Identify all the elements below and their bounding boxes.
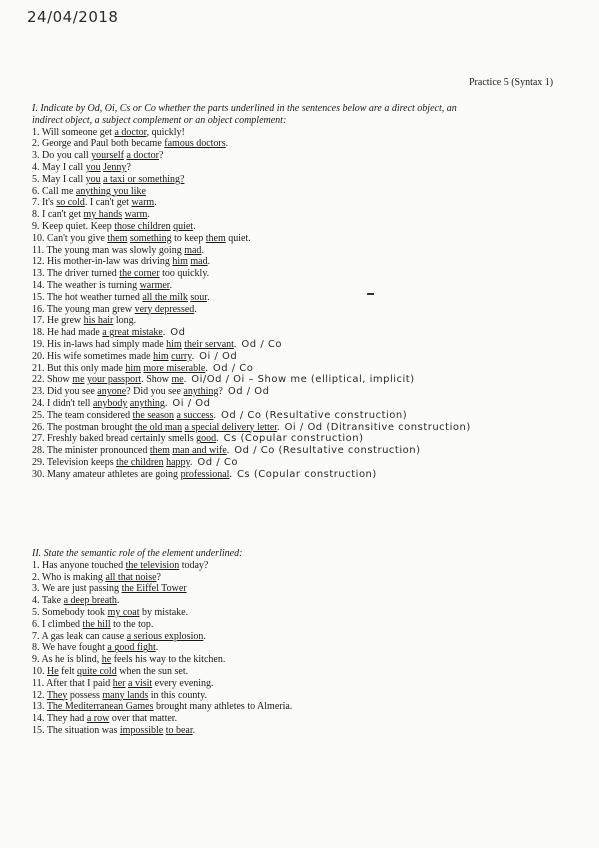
exercise-item: 2. Who is making all that noise?	[32, 571, 161, 583]
underlined-element: them	[205, 232, 226, 244]
underlined-element: those children	[114, 220, 171, 232]
exercise-item: 29. Television keeps the children happy. Od / Co	[32, 456, 238, 468]
exercise-item: 19. His in-laws had simply made him their servant. Od / Co	[32, 338, 282, 350]
exercise-item: 9. As he is blind, he feels his way to the kitchen.	[32, 654, 226, 666]
underlined-element: their servant	[184, 338, 234, 350]
underlined-element: professional	[180, 468, 230, 480]
handwritten-answer: Od / Co (Resultative construction)	[220, 409, 408, 421]
exercise-item: 12. They possess many lands in this county.	[32, 689, 208, 701]
underlined-element: a doctor	[126, 150, 159, 162]
underlined-element: a row	[86, 713, 110, 725]
handwritten-answer: Cs (Copular construction)	[223, 433, 364, 445]
handwritten-answer: Oi / Od	[199, 350, 238, 362]
underlined-element: me	[171, 374, 184, 386]
underlined-element: them	[149, 445, 170, 457]
handwritten-answer: Cs (Copular construction)	[236, 468, 377, 480]
underlined-element: me	[72, 374, 85, 386]
practice-title: Practice 5 (Syntax 1)	[469, 77, 554, 88]
underlined-element: a special delivery letter	[184, 421, 278, 433]
underlined-element: so cold	[56, 197, 85, 209]
underlined-element: something	[129, 232, 172, 244]
underlined-element: mad	[190, 256, 208, 268]
exercise-item: 13. The driver turned the corner too quickly.	[32, 268, 210, 280]
handwritten-answer: Oi / Od	[172, 397, 211, 409]
underlined-element: more miserable	[143, 362, 206, 374]
handwritten-answer: Od / Co	[197, 456, 238, 468]
underlined-element: The Mediterranean Games	[46, 701, 154, 713]
handwritten-answer: Od / Co	[212, 362, 254, 374]
exercise-item: 1. Will someone get a doctor, quickly!	[32, 126, 185, 138]
underlined-element: the season	[132, 409, 175, 421]
exercise-item: 5. May I call you a taxi or something?	[32, 173, 185, 185]
handwritten-answer: Od	[170, 327, 186, 339]
underlined-element: mad	[184, 244, 202, 256]
underlined-element: quite cold	[77, 665, 117, 677]
exercise-item: 30. Many amateur athletes are going professional. Cs (Copular construction)	[32, 468, 377, 480]
underlined-element: a doctor	[114, 126, 147, 138]
underlined-element: the television	[125, 559, 180, 571]
underlined-element: anything you like	[75, 185, 146, 197]
exercise-item: 26. The postman brought the old man a special delivery letter. Oi / Od (Ditransitive construction)	[32, 421, 471, 433]
exercise-item: 1. Has anyone touched the television today?	[32, 559, 209, 571]
underlined-element: to bear	[165, 724, 193, 736]
underlined-element: him	[172, 256, 188, 268]
instruction-line: indirect object, a subject complement or an object complement:	[32, 114, 287, 126]
underlined-element: anyone	[97, 386, 127, 398]
exercise-item: 4. Take a deep breath.	[32, 595, 120, 607]
underlined-element: the Eiffel Tower	[121, 583, 187, 595]
underlined-element: yourself	[91, 150, 124, 162]
section-1-instruction	[32, 103, 587, 127]
handwritten-answer: Od / Co (Resultative construction)	[234, 445, 421, 457]
exercise-item: 2. George and Paul both became famous doctors.	[32, 138, 229, 150]
exercise-item: 13. The Mediterranean Games brought many athletes to Almeria.	[32, 701, 293, 713]
underlined-element: the children	[116, 456, 164, 468]
exercise-item: 5. Somebody took my coat by mistake.	[32, 606, 189, 618]
underlined-element: quiet	[173, 220, 194, 232]
underlined-element: him	[166, 338, 182, 350]
underlined-element: the corner	[119, 268, 160, 280]
exercise-item: 22. Show me your passport. Show me. Oi/Od / Oi – Show me (elliptical, implicit)	[32, 374, 415, 386]
exercise-item: 10. He felt quite cold when the sun set.	[32, 665, 189, 677]
underlined-element: a serious explosion	[126, 630, 204, 642]
exercise-item: 8. I can't get my hands warm.	[32, 209, 150, 221]
underlined-element: They	[46, 689, 68, 701]
exercise-item: 4. May I call you Jenny?	[32, 161, 131, 173]
handwritten-answer: Oi/Od / Oi – Show me (elliptical, implicit)	[191, 374, 415, 386]
underlined-element: you	[85, 161, 101, 173]
underlined-element: many lands	[102, 689, 149, 701]
exercise-item: 11. The young man was slowly going mad.	[32, 244, 204, 256]
exercise-item: 6. Call me anything you like	[32, 185, 146, 197]
exercise-item: 25. The team considered the season a success. Od / Co (Resultative construction)	[32, 409, 408, 421]
section-2	[32, 548, 587, 737]
underlined-element: warm	[131, 197, 155, 209]
exercise-item: 3. We are just passing the Eiffel Tower	[32, 583, 187, 595]
section-1	[32, 103, 587, 481]
underlined-element: all the milk	[142, 291, 188, 303]
underlined-element: anything	[183, 386, 219, 398]
exercise-item: 20. His wife sometimes made him curry. Oi / Od	[32, 350, 238, 362]
underlined-element: a taxi or something?	[103, 173, 185, 185]
underlined-element: my coat	[107, 606, 140, 618]
exercise-item: 17. He grew his hair long.	[32, 315, 137, 327]
underlined-element: them	[107, 232, 128, 244]
underlined-element: impossible	[119, 724, 164, 736]
underlined-element: he	[101, 654, 112, 666]
exercise-item: 15. The situation was impossible to bear.	[32, 724, 196, 736]
underlined-element: man and wife	[172, 445, 227, 457]
underlined-element: her	[112, 677, 126, 689]
underlined-element: a visit	[128, 677, 153, 689]
underlined-element: the hill	[82, 618, 111, 630]
exercise-item: 11. After that I paid her a visit every evening.	[32, 677, 214, 689]
underlined-element: anything	[129, 397, 165, 409]
exercise-item: 23. Did you see anyone? Did you see anything? Od / Od	[32, 386, 270, 398]
handwritten-answer: Oi / Od (Ditransitive construction)	[284, 421, 471, 433]
underlined-element: sour	[190, 291, 208, 303]
underlined-element: him	[125, 362, 141, 374]
exercise-item: 8. We have fought a good fight.	[32, 642, 159, 654]
underlined-element: anybody	[92, 397, 128, 409]
exercise-item: 7. It's so cold. I can't get warm.	[32, 197, 157, 209]
underlined-element: He	[47, 665, 59, 677]
handwritten-answer: Od / Co	[241, 338, 282, 350]
exercise-item: 10. Can't you give them something to keep them quiet.	[32, 232, 251, 244]
exercise-item: 21. But this only made him more miserable. Od / Co	[32, 362, 254, 374]
exercise-item: 16. The young man grew very depressed.	[32, 303, 197, 315]
exercise-item: 6. I climbed the hill to the top.	[32, 618, 154, 630]
exercise-item: 14. They had a row over that matter.	[32, 713, 178, 725]
underlined-element: very depressed	[134, 303, 195, 315]
underlined-element: warm	[124, 209, 148, 221]
underlined-element: famous doctors	[164, 138, 226, 150]
exercise-list	[32, 560, 587, 737]
exercise-item: 12. His mother-in-law was driving him mad.	[32, 256, 211, 268]
underlined-element: the old man	[134, 421, 183, 433]
underlined-element: all that noise	[105, 571, 157, 583]
exercise-item: 7. A gas leak can cause a serious explosion.	[32, 630, 206, 642]
underlined-element: Jenny	[103, 161, 127, 173]
underlined-element: your passport	[87, 374, 142, 386]
exercise-item: 28. The minister pronounced them man and wife. Od / Co (Resultative construction)	[32, 445, 421, 457]
exercise-item: 18. He had made a great mistake. Od	[32, 327, 186, 339]
exercise-item: 3. Do you call yourself a doctor?	[32, 150, 164, 162]
underlined-element: my hands	[83, 209, 123, 221]
exercise-item: 14. The weather is turning warmer.	[32, 279, 173, 291]
underlined-element: happy	[166, 456, 190, 468]
underlined-element: warmer	[139, 279, 170, 291]
handwritten-answer: Od / Od	[227, 386, 270, 398]
underlined-element: you	[85, 173, 101, 185]
underlined-element: his hair	[83, 315, 114, 327]
underlined-element: a great mistake	[102, 327, 163, 339]
underlined-element: good	[196, 433, 217, 445]
underlined-element: him	[153, 350, 169, 362]
exercise-item: 27. Freshly baked bread certainly smells good. Cs (Copular construction)	[32, 433, 364, 445]
instruction-line: I. Indicate by Od, Oi, Cs or Co whether the parts underlined in the sentences below are a direct object, an	[32, 103, 457, 114]
exercise-list	[32, 127, 587, 481]
underlined-element: a success	[176, 409, 214, 421]
underlined-element: a deep breath	[63, 595, 117, 607]
underlined-element: curry	[171, 350, 192, 362]
section-2-instruction: II. State the semantic role of the element underlined:	[32, 548, 243, 559]
exercise-item: 24. I didn't tell anybody anything. Oi / Od	[32, 397, 211, 409]
handwritten-date: 24/04/2018	[27, 8, 119, 26]
exercise-item: 15. The hot weather turned all the milk sour.	[32, 291, 210, 303]
exercise-item: 9. Keep quiet. Keep those children quiet.	[32, 220, 196, 232]
underlined-element: a good fight	[107, 642, 156, 654]
